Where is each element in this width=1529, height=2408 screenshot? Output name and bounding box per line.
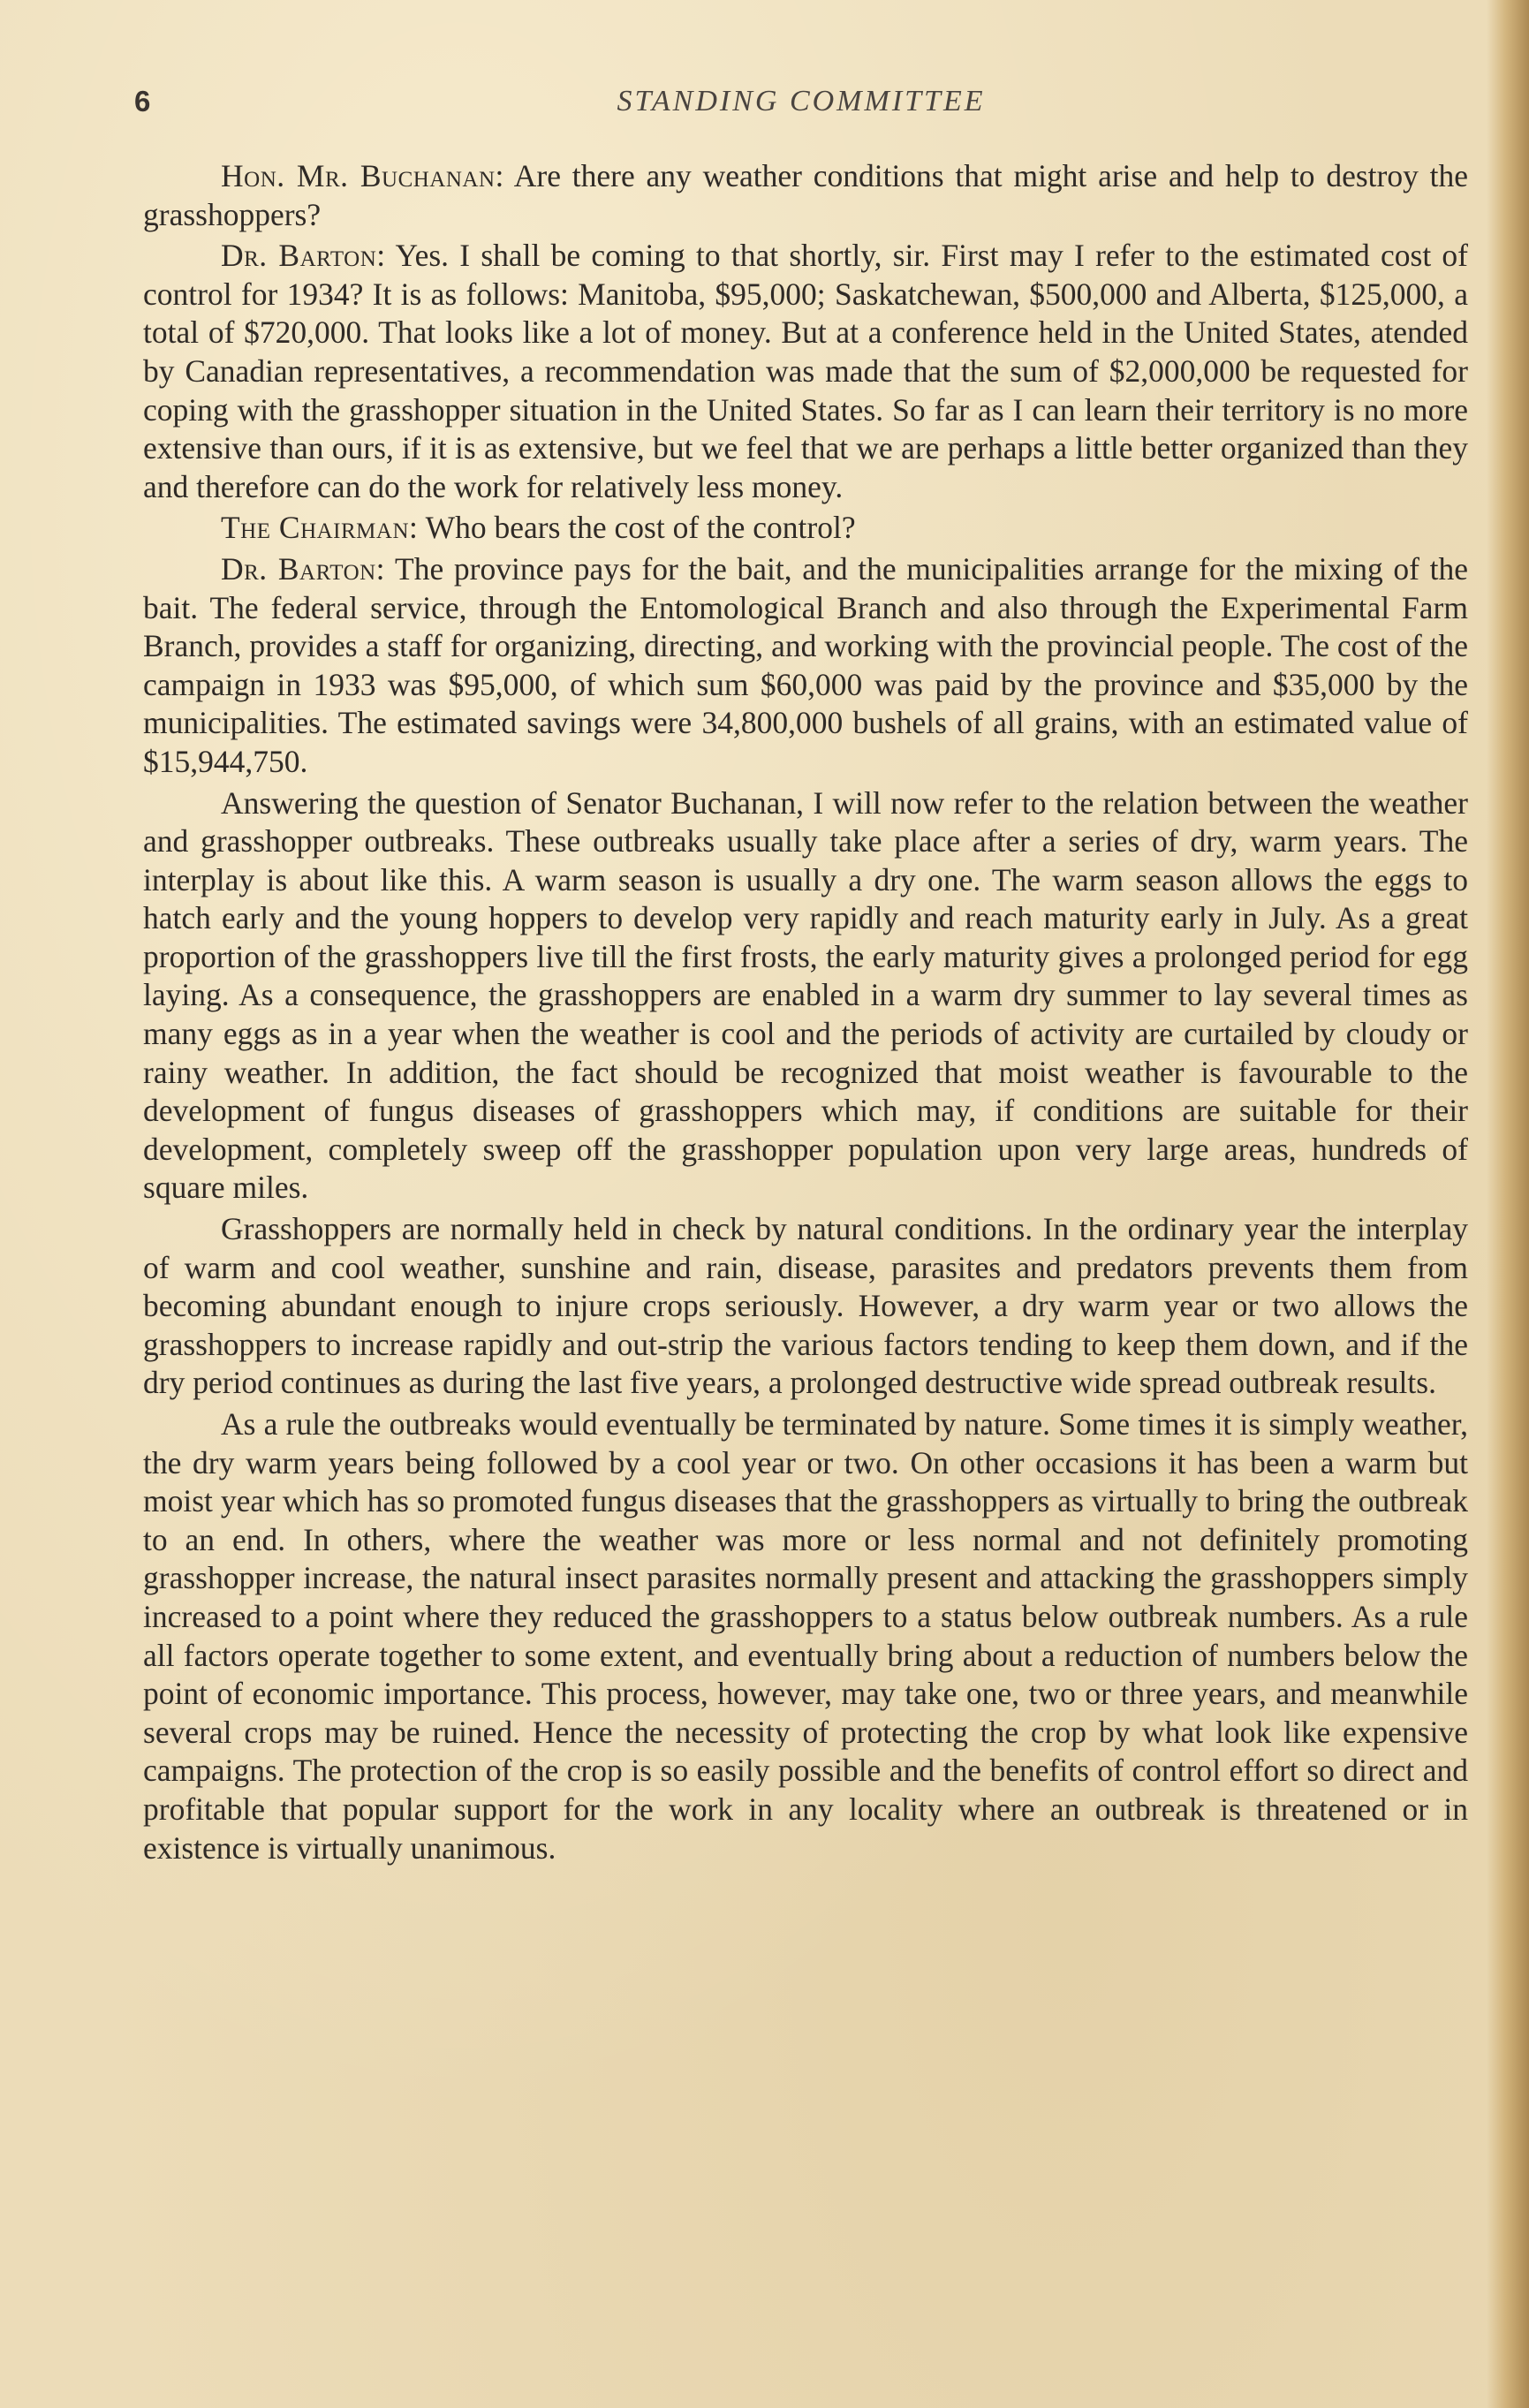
body-text (143, 157, 1468, 1870)
page-edge-shadow (1487, 0, 1529, 2408)
speaker-label: Dr. Barton: (221, 238, 386, 274)
speaker-label: The Chairman: (221, 510, 419, 546)
paragraph (143, 784, 1468, 1208)
paragraph (143, 1210, 1468, 1403)
page-header (134, 85, 1468, 129)
paragraph (143, 550, 1468, 782)
paragraph-text: As a rule the outbreaks would eventually be terminated by nature. Some times it is simply weather, the dry warm years being followed by a cool year or two. On other occasions it has been a warm but moist year which has so promoted fungus diseases that the grasshoppers as virtually to bring the outbreak to an end. In others, where the weather was more or less normal and not definitely promoting grasshopper increase, the natural insect parasites normally present and attacking the grasshoppers simply increased to a point where they reduced the grasshoppers to a status below outbreak numbers. As a rule all factors operate together to some extent, and eventually bring about a reduction of numbers below the point of economic importance. This process, however, may take one, two or three years, and meanwhile several crops may be ruined. Hence the necessity of protecting the crop by what look like expensive campaigns. The protection of the crop is so easily possible and the benefits of control effort so direct and profitable that popular support for the work in any locality where an outbreak is threatened or in existence is virtually unanimous. (143, 1406, 1468, 1866)
paragraph-text: Are there any weather conditions that might arise and help to destroy the grasshoppers? (143, 158, 1468, 232)
paragraph (143, 1405, 1468, 1867)
paragraph-text: Yes. I shall be coming to that shortly, sir. First may I refer to the estimated cost of control for 1934? It is as follows: Manitoba, $95,000; Saskatchewan, $500,000 and Alberta, $125,000, a total of $720,000. That looks like a lot of money. But at a conference held in the United States, atended by Canadian representatives, a recommendation was made that the sum of $2,000,000 be requested for coping with the grasshopper situation in the United States. So far as I can learn their territory is no more extensive than ours, if it is as extensive, but we feel that we are perhaps a little better organized than they and therefore can do the work for relatively less money. (143, 238, 1468, 504)
speaker-label: Dr. Barton: (221, 550, 386, 587)
paragraph (143, 237, 1468, 506)
paragraph-text: The province pays for the bait, and the municipalities arrange for the mixing of the bait. The federal service, through the Entomological Branch and also through the Experimental Farm Branch, provides a staff for organizing, directing, and working with the provincial people. The cost of the campaign in 1933 was $95,000, of which sum $60,000 was paid by the province and $35,000 by the municipalities. The estimated savings were 34,800,000 bushels of all grains, with an estimated value of $15,944,750. (143, 550, 1468, 779)
page-number: 6 (134, 85, 151, 117)
paragraph-text: Answering the question of Senator Buchanan, I will now refer to the relation between the weather and grasshopper outbreaks. These outbreaks usually take place after a series of dry, warm years. The interplay is about like this. A warm season is usually a dry one. The warm season allows the eggs to hatch early and the young hoppers to develop very rapidly and reach maturity early in July. As a great proportion of the grasshoppers live till the first frosts, the early maturity gives a prolonged period for egg laying. As a consequence, the grasshoppers are enabled in a warm dry summer to lay several times as many eggs as in a year when the weather is cool and the periods of activity are curtailed by cloudy or rainy weather. In addition, the fact should be recognized that moist weather is favourable to the development of fungus diseases of grasshoppers which may, if conditions are suitable for their development, completely sweep off the grasshopper population upon very large areas, hundreds of square miles. (143, 784, 1468, 1206)
running-head: STANDING COMMITTEE (617, 85, 986, 117)
paragraph-text: Who bears the cost of the control? (418, 510, 856, 546)
paragraph (143, 157, 1468, 234)
paragraph (143, 509, 1468, 548)
paragraph-text: Grasshoppers are normally held in check by natural conditions. In the ordinary year the interplay of warm and cool weather, sunshine and rain, disease, parasites and predators prevents them from becoming abundant enough to injure crops seriously. However, a dry warm year or two allows the grasshoppers to increase rapidly and out-strip the various factors tending to keep them down, and if the dry period continues as during the last five years, a prolonged destructive wide spread outbreak results. (143, 1211, 1468, 1401)
speaker-label: Hon. Mr. Buchanan: (221, 158, 504, 193)
